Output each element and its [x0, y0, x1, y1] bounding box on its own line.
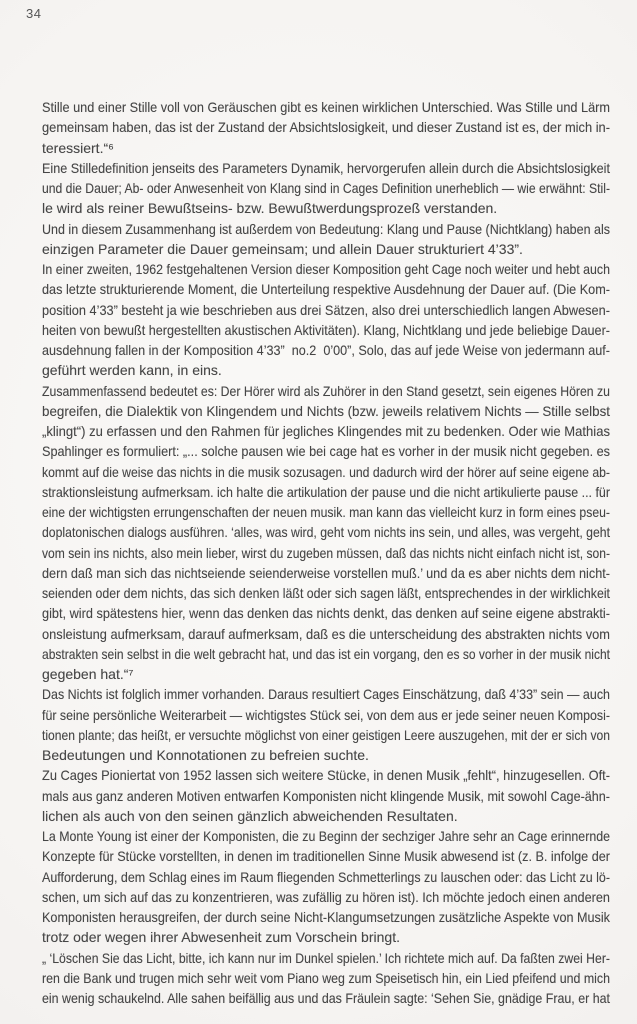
text-line: begreifen, die Dialektik von Klingendem und Nichts (bzw. jeweils relativem Nichts — Stille selbst	[42, 402, 610, 419]
page-number: 34	[26, 6, 42, 21]
text-line: ein wenig schaukelnd. Alle sahen beifällig aus und das Fräulein sagte: ‘Sehen Sie, gnädige Frau, er hat	[42, 990, 610, 1006]
text-line: Aufforderung, dem Schlag eines im Raum fliegenden Schmetterlings zu lauschen oder: das Licht zu lö-	[42, 868, 610, 885]
text-line: doplatonischen dialogs ausführen. ‘alles, was wird, geht vom nichts ins sein, und alles, was vergeht, geht	[42, 524, 610, 541]
paragraph-5	[42, 381, 610, 685]
text-line: Und in diesem Zusammenhang ist außerdem von Bedeutung: Klang und Pause (Nichtklang) haben als	[42, 220, 610, 237]
text-line: geführt werden kann, in eins.	[42, 362, 222, 379]
text-line: Das Nichts ist folglich immer vorhanden. Daraus resultiert Cages Einschätzung, daß 4’33” sein — auch	[42, 686, 610, 703]
text-line: „ ‘Löschen Sie das Licht, bitte, ich kann nur im Dunkel spielen.’ Ich richtete mich auf. Da faßten zwei Her-	[42, 949, 610, 966]
text-line: dern daß man sich das nichtseiende seienderweise vorstellen muß.’ und da es aber nichts dem nicht-	[42, 564, 610, 581]
text-line: schen, um sich auf das zu konzentrieren, was zufällig zu hören ist). Ich möchte jedoch einen anderen	[42, 888, 610, 905]
text-line: le wird als reiner Bewußtseins- bzw. Bewußtwerdungsprozeß verstanden.	[42, 200, 498, 217]
paragraph-3	[42, 219, 610, 260]
text-line: teressiert.“⁶	[42, 139, 114, 156]
paragraph-2	[42, 158, 610, 219]
text-line: abstrakten sein selbst in die welt gebracht hat, und das ist ein vorgang, den es so vorher in der musik nicht	[42, 645, 610, 662]
text-line: einzigen Parameter die Dauer gemeinsam; und allein Dauer strukturiert 4’33”.	[42, 240, 523, 257]
text-line: das letzte strukturierende Moment, die Unterteilung respektive Ausdehnung der Dauer auf. (Die Kom-	[42, 281, 610, 298]
text-line: gegeben hat.“⁷	[42, 666, 134, 682]
text-line: lichen als auch von den seinen gänzlich abweichenden Resultaten.	[42, 807, 458, 824]
text-line: In einer zweiten, 1962 festgehaltenen Version dieser Komposition geht Cage noch weiter und hebt auch	[42, 261, 610, 277]
text-line: Zusammenfassend bedeutet es: Der Hörer wird als Zuhörer in den Stand gesetzt, sein eigenes Hören zu	[42, 382, 610, 399]
text-line: trotz oder wegen ihrer Abwesenheit zum Vorschein bringt.	[42, 929, 400, 946]
text-line: gemeinsam haben, das ist der Zustand der Absichtslosigkeit, und dieser Zustand ist es, der mich in-	[42, 119, 610, 136]
text-line: onsleistung aufmerksam, darauf aufmerksam, daß es die unterscheidung des abstrakten nichts vom	[42, 625, 610, 642]
text-line: vom sein ins nichts, also mein lieber, wirst du zugeben müssen, daß das nichts nicht einfach nicht ist, son-	[42, 544, 610, 561]
text-line: Stille und einer Stille voll von Geräuschen gibt es keinen wirklichen Unterschied. Was Stille und Lärm	[42, 99, 610, 115]
text-block	[42, 97, 610, 1008]
text-line: Eine Stilledefinition jenseits des Parameters Dynamik, hervorgerufen allein durch die Absichtslosigkeit	[42, 159, 610, 176]
text-line: straktionsleistung aufmerksam. ich halte die artikulation der pause und die nicht artikulierte pause ... für	[42, 483, 610, 500]
paragraph-6	[42, 684, 610, 765]
paragraph-4	[42, 259, 610, 381]
text-line: gibt, wird spätestens hier, wenn das denken das nichts denkt, das denken auf seine eigene abstrakti-	[42, 605, 610, 622]
text-line: mals aus ganz anderen Motiven entwarfen Komponisten nicht klingende Musik, mit sowohl Cage-ähn-	[42, 787, 610, 804]
paragraph-1	[42, 97, 610, 158]
text-line: und die Dauer; Ab- oder Anwesenheit von Klang sind in Cages Definition unerheblich — wie erwähnt: Stil-	[42, 180, 610, 196]
text-line: tionen plante; das heißt, er versuchte möglichst von einer geistigen Leere auszugehen, mit der er sich von	[42, 726, 610, 743]
paragraph-7	[42, 765, 610, 826]
text-line: Komponisten herausgreifen, der durch seine Nicht-Klangumsetzungen zusätzliche Aspekte von Musik	[42, 909, 610, 925]
text-line: „klingt“) zu erfassen und den Rahmen für jegliches Klingendes mit zu bedenken. Oder wie Mathias	[42, 423, 610, 439]
text-line: Bedeutungen und Konnotationen zu befreien suchte.	[42, 747, 369, 763]
text-line: eine der wichtigsten errungenschaften der neuen musik. man kann das vielleicht kurz in form eines pseu-	[42, 504, 610, 520]
paragraph-8	[42, 826, 610, 948]
text-line: Spahlinger es formuliert: „... solche pausen wie bei cage hat es vorher in der musik nicht gegeben. es	[42, 443, 610, 460]
text-line: position 4’33” besteht ja wie beschrieben aus drei Sätzen, also drei unterschiedlich langen Abwesen-	[42, 301, 610, 318]
text-line: seienden oder dem nichts, das sich denken läßt oder sich sagen läßt, entsprechendes in der wirklichkeit	[42, 585, 610, 601]
text-line: ausdehnung fallen in der Komposition 4’33” no.2 0’00”, Solo, das auf jede Weise von jedermann auf-	[42, 342, 610, 358]
text-line: kommt auf die weise das nichts in die musik sozusagen. und dadurch wird der hörer auf seine eigene ab-	[42, 463, 610, 480]
text-line: Zu Cages Pioniertat von 1952 lassen sich weitere Stücke, in denen Musik „fehlt“, hinzugesellen. Oft-	[42, 767, 610, 784]
text-line: Konzepte für Stücke vorstellten, in denen im traditionellen Sinne Musik abwesend ist (z. B. infolge der	[42, 848, 610, 865]
text-line: heiten von bewußt hergestellten akustischen Aktivitäten). Klang, Nichtklang und jede beliebige Dauer-	[42, 321, 610, 338]
text-line: für seine persönliche Weiterarbeit — wichtigstes Stück sei, von dem aus er jede seiner neuen Komposi-	[42, 706, 610, 723]
text-line: La Monte Young ist einer der Komponisten, die zu Beginn der sechziger Jahre sehr an Cage erinnernde	[42, 828, 610, 844]
text-line: ren die Bank und trugen mich sehr weit vom Piano weg zum Speisetisch hin, ein Lied pfeifend und mich	[42, 969, 610, 986]
paragraph-9	[42, 948, 610, 1009]
